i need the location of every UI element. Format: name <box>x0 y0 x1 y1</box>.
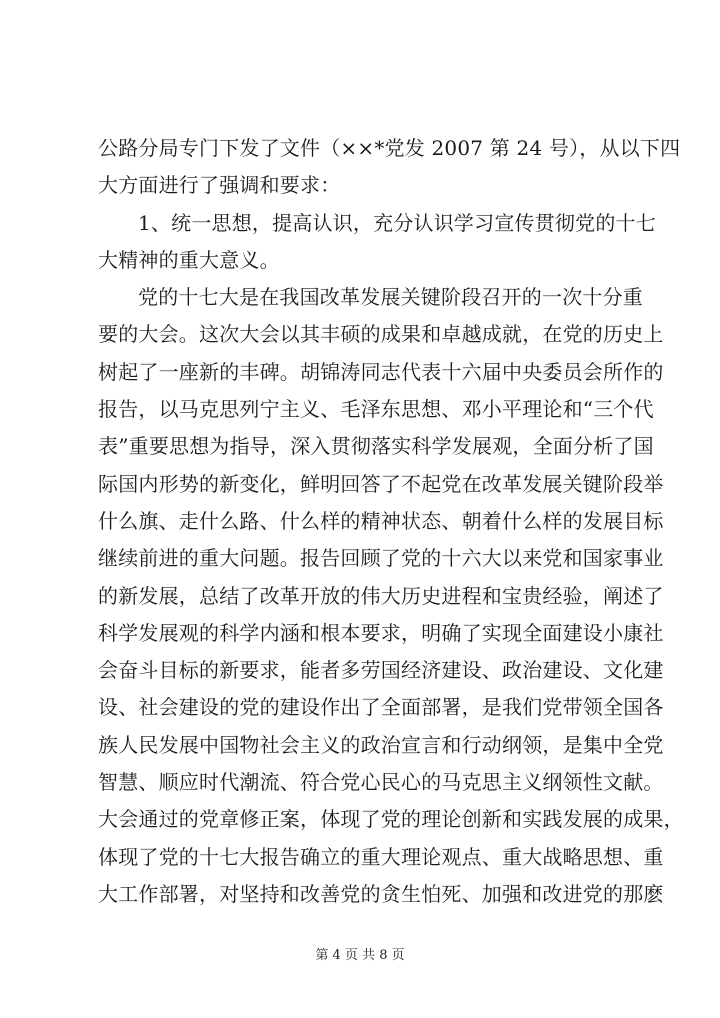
text-line: 会奋斗目标的新要求，能者多劳国经济建设、政治建设、文化建 <box>98 658 664 683</box>
text-line: 大会通过的党章修正案，体现了党的理论创新和实践发展的成果， <box>98 807 684 832</box>
text-line: 体现了党的十七大报告确立的重大理论观点、重大战略思想、重 <box>98 844 664 869</box>
text-line: 表”重要思想为指导，深入贯彻落实科学发展观，全面分析了国 <box>98 434 654 459</box>
text-line: 大工作部署，对坚持和改善党的贪生怕死、加强和改进党的那麽 <box>98 881 664 906</box>
text-line: 大精神的重大意义。 <box>98 247 280 272</box>
document-body <box>98 130 684 913</box>
text-line: 科学发展观的科学内涵和根本要求，明确了实现全面建设小康社 <box>98 620 664 645</box>
page-footer: 第 4 页 共 8 页 <box>315 948 405 963</box>
text-line: 树起了一座新的丰碑。胡锦涛同志代表十六届中央委员会所作的 <box>98 359 664 384</box>
text-line: 1、统一思想，提高认识，充分认识学习宣传贯彻党的十七 <box>138 210 656 235</box>
text-line: 公路分局专门下发了文件（××*党发 2007 第 24 号），从以下四 <box>98 136 681 160</box>
text-line: 的新发展，总结了改革开放的伟大历史进程和宝贵经验，阐述了 <box>98 583 664 608</box>
text-line: 设、社会建设的党的建设作出了全面部署，是我们党带领全国各 <box>98 695 664 720</box>
text-line: 智慧、顺应时代潮流、符合党心民心的马克思主义纲领性文献。 <box>98 770 664 795</box>
text-line: 要的大会。这次大会以其丰硕的成果和卓越成就，在党的历史上 <box>98 322 664 347</box>
text-line: 什么旗、走什么路、什么样的精神状态、朝着什么样的发展目标 <box>98 508 664 533</box>
text-line: 党的十七大是在我国改革发展关键阶段召开的一次十分重 <box>138 285 643 310</box>
text-line: 际国内形势的新变化，鲜明回答了不起党在改革发展关键阶段举 <box>98 471 664 496</box>
text-line: 大方面进行了强调和要求： <box>98 173 341 198</box>
text-line: 族人民发展中国物社会主义的政治宣言和行动纲领，是集中全党 <box>98 732 664 757</box>
text-line: 继续前进的重大问题。报告回顾了党的十六大以来党和国家事业 <box>98 546 664 571</box>
text-line: 报告，以马克思列宁主义、毛泽东思想、邓小平理论和“三个代 <box>98 397 654 422</box>
